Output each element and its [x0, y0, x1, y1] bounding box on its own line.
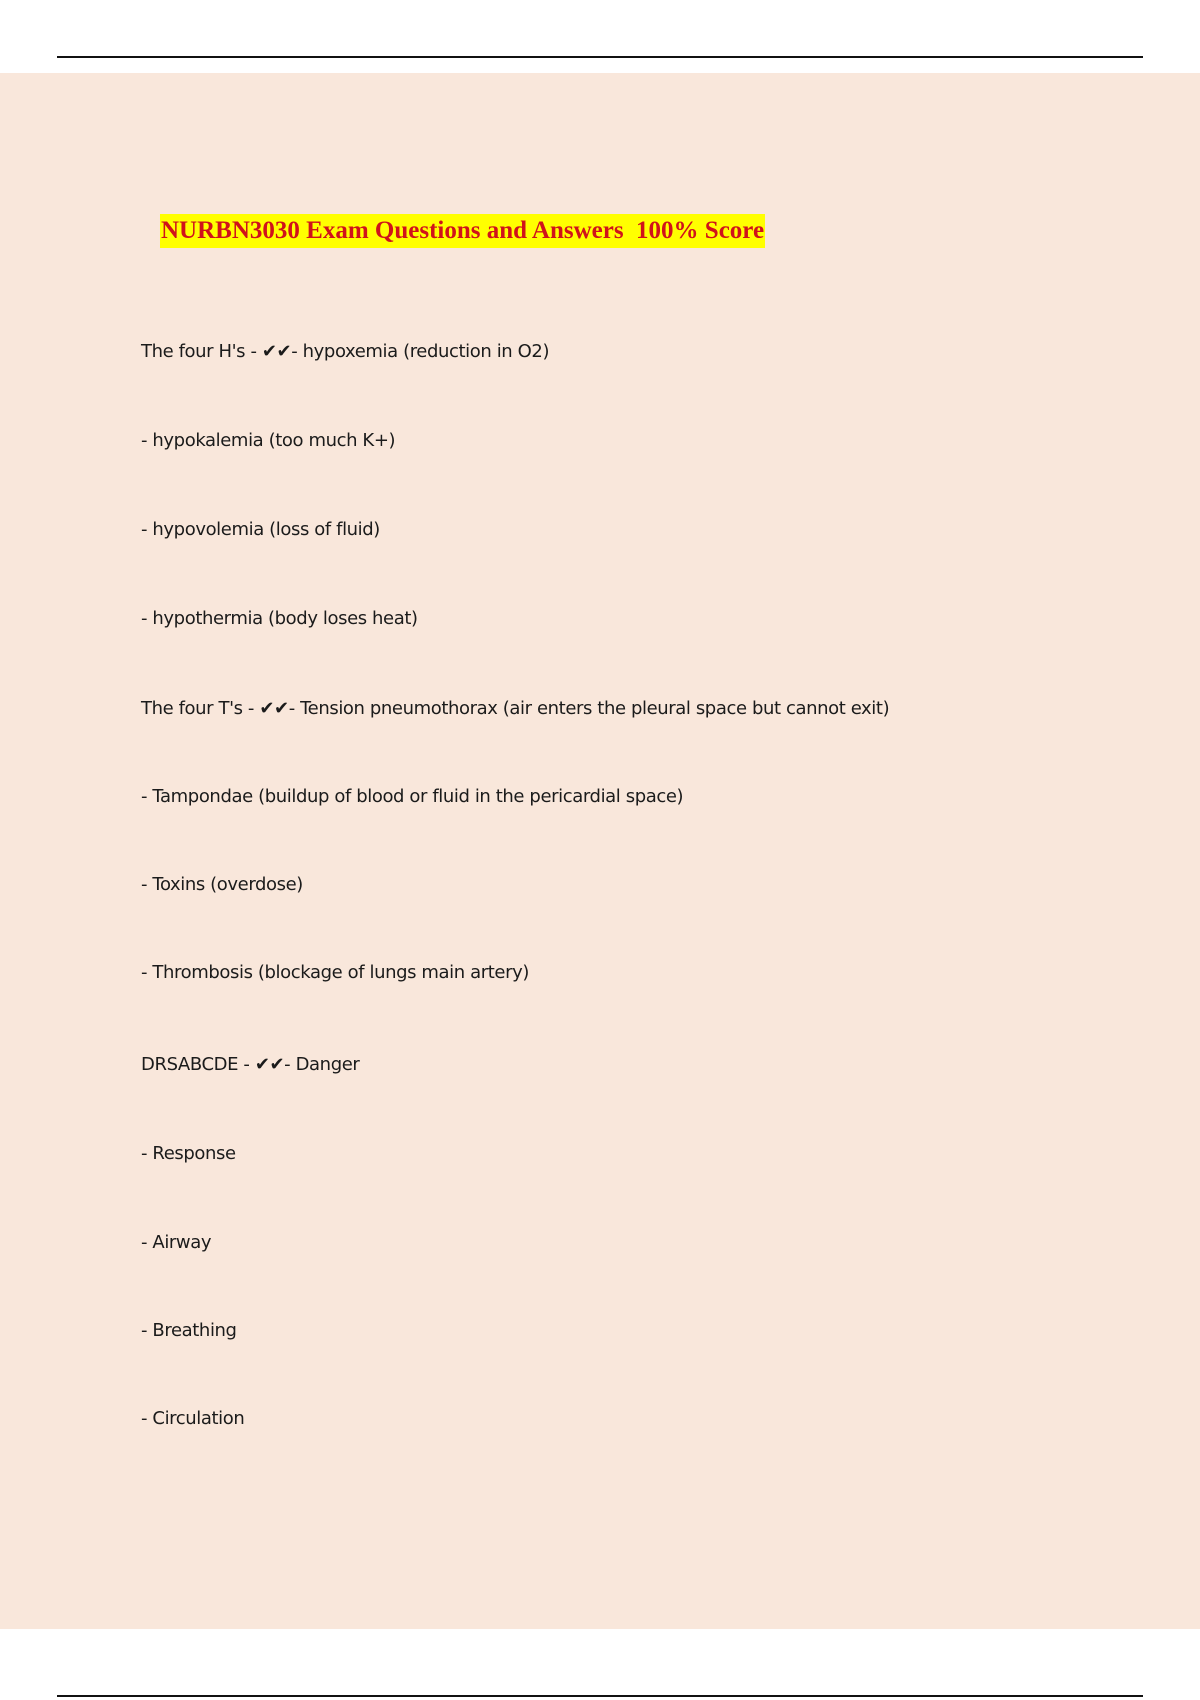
text-line: The four T's - ✔✔- Tension pneumothorax (air enters the pleural space but cannot exit) [141, 698, 890, 719]
text-line: DRSABCDE - ✔✔- Danger [141, 1054, 360, 1075]
header-rule [57, 56, 1143, 58]
document-title: NURBN3030 Exam Questions and Answers 100% Score [160, 214, 765, 248]
text-line: - hypothermia (body loses heat) [141, 608, 418, 629]
text-line: - Toxins (overdose) [141, 874, 303, 895]
text-line: - Thrombosis (blockage of lungs main artery) [141, 962, 529, 983]
text-line: - hypovolemia (loss of fluid) [141, 519, 380, 540]
text-line: - Breathing [141, 1320, 237, 1341]
page-content [0, 73, 1200, 1629]
text-line: The four H's - ✔✔- hypoxemia (reduction in O2) [141, 341, 550, 362]
text-line: - Airway [141, 1232, 212, 1253]
title-block [160, 214, 765, 248]
text-line: - hypokalemia (too much K+) [141, 430, 396, 451]
footer-rule [57, 1695, 1143, 1697]
text-line: - Tampondae (buildup of blood or fluid in the pericardial space) [141, 786, 684, 807]
text-line: - Circulation [141, 1408, 245, 1429]
text-line: - Response [141, 1143, 236, 1164]
